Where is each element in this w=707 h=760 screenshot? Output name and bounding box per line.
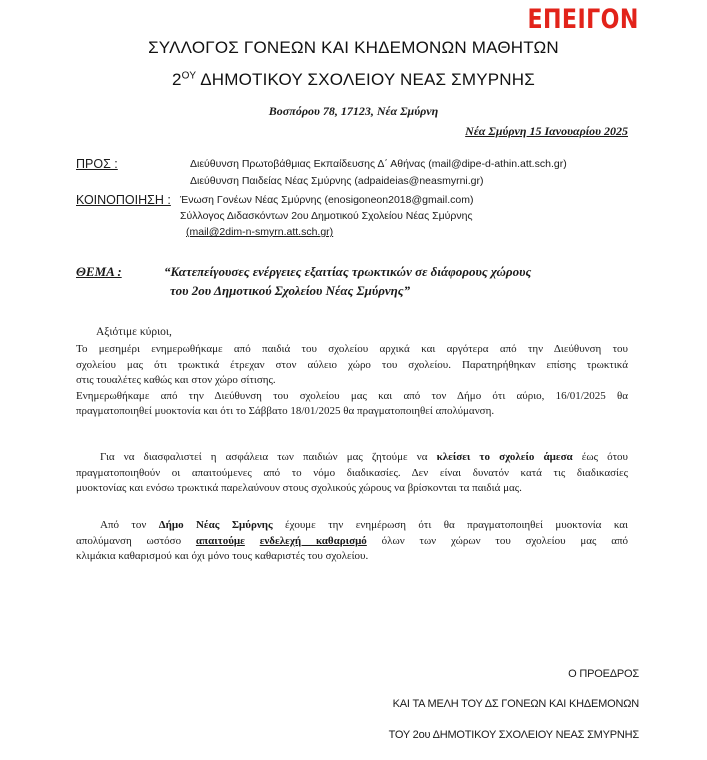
text-line — [76, 534, 628, 550]
text: Για να διασφαλιστεί η ασφάλεια των παιδιών μας ζητούμε να — [100, 451, 437, 463]
recipient-to: Διεύθυνση Παιδείας Νέας Σμύρνης (adpaideias@neasmyrni.gr) — [190, 175, 484, 187]
cc-label: ΚΟΙΝΟΠΟΙΗΣΗ : — [76, 193, 171, 207]
recipient-cc: Σύλλογος Διδασκόντων 2ου Δημοτικού Σχολείου Νέας Σμύρνης — [180, 210, 473, 222]
text-line — [76, 450, 628, 466]
text: απολύμανση ωστόσο — [76, 534, 196, 547]
paragraph-3 — [76, 450, 628, 497]
emphasis-text: ενδελεχή καθαρισμό — [259, 534, 367, 547]
text: έχουμε την ενημέρωση ότι θα πραγματοποιηθεί μυοκτονία και — [272, 519, 628, 531]
text-line: Ενημερωθήκαμε από την Διεύθυνση του σχολείου μας και από τον Δήμο ότι αύριο, 16/01/2025 θα — [76, 389, 628, 402]
subject-label: ΘΕΜΑ : — [76, 264, 122, 279]
emphasis-text: Δήμο Νέας Σμύρνης — [158, 519, 273, 531]
text-line — [76, 518, 628, 534]
school-title-number: 2 — [172, 70, 182, 89]
signature-line: ΤΟΥ 2ου ΔΗΜΟΤΙΚΟΥ ΣΧΟΛΕΙΟΥ ΝΕΑΣ ΣΜΥΡΝΗΣ — [388, 729, 639, 741]
text: όλων των χώρων του σχολείου μας από — [366, 534, 629, 547]
recipient-cc-email: (mail@2dim-n-smyrn.att.sch.gr) — [186, 226, 334, 238]
school-title-sup: ΟΥ — [181, 70, 197, 82]
signature-title: Ο ΠΡΟΕΔΡΟΣ — [568, 668, 639, 680]
school-title — [0, 70, 707, 90]
text-line: μυοκτονίας και ενόσω τρωκτικά παρελαύνουν στους σχολικούς χώρους να βρίσκονται τα παιδιά μας. — [76, 482, 522, 494]
school-title-rest: ΔΗΜΟΤΙΚΟΥ ΣΧΟΛΕΙΟΥ ΝΕΑΣ ΣΜΥΡΝΗΣ — [196, 70, 535, 89]
text-line: πραγματοποιηθεί μυοκτονία και ότι το Σάββατο 18/01/2025 θα πραγματοποιηθεί απολύμανση. — [76, 405, 495, 417]
paragraph-1 — [76, 342, 628, 420]
recipient-cc: Ένωση Γονέων Νέας Σμύρνης (enosigoneon2018@gmail.com) — [180, 194, 474, 206]
subject-line: του 2ου Δημοτικού Σχολείου Νέας Σμύρνης” — [170, 283, 411, 298]
text-line: σχολείου μας ότι τρωκτικά έτρεχαν στον αύλειο χώρο του σχολείου. Παρατηρήθηκαν επίσης τρωκτικά — [76, 358, 628, 371]
salutation: Αξιότιμε κύριοι, — [96, 326, 172, 338]
text-line: Το μεσημέρι ενημερωθήκαμε από παιδιά του σχολείου αρχικά και αργότερα από την Διεύθυνση του — [76, 343, 628, 355]
text-line: κλιμάκια καθαρισμού και όχι μόνο τους καθαριστές του σχολείου. — [76, 550, 369, 562]
emphasis-text: απαιτούμε — [195, 534, 245, 547]
emphasis-text: κλείσει το σχολείο άμεσα — [436, 451, 573, 463]
text: Από τον — [100, 519, 159, 531]
to-label: ΠΡΟΣ : — [76, 157, 118, 171]
text: έως ότου — [572, 451, 628, 463]
date-line: Νέα Σμύρνη 15 Ιανουαρίου 2025 — [465, 124, 628, 138]
signature-line: ΚΑΙ ΤΑ ΜΕΛΗ ΤΟΥ ΔΣ ΓΟΝΕΩΝ ΚΑΙ ΚΗΔΕΜΟΝΩΝ — [392, 698, 639, 710]
subject-line: “Κατεπείγουσες ενέργειες εξαιτίας τρωκτικών σε διάφορους χώρους — [164, 264, 532, 279]
text-line: στις τουαλέτες καθώς και στον χώρο σίτισης. — [76, 374, 276, 386]
address: Βοσπόρου 78, 17123, Νέα Σμύρνη — [268, 104, 439, 118]
urgent-stamp: ΕΠΕΙΓΟΝ — [527, 4, 639, 35]
text — [245, 535, 260, 547]
paragraph-4 — [76, 518, 628, 565]
text-line: πραγματοποιηθούν οι απαιτούμενες από το νόμο διαδικασίες. Δεν είναι δυνατόν κατά τις διαδικασίες — [76, 466, 628, 479]
recipient-to: Διεύθυνση Πρωτοβάθμιας Εκπαίδευσης Δ΄ Αθήνας (mail@dipe-d-athin.att.sch.gr) — [190, 158, 567, 170]
association-title: ΣΥΛΛΟΓΟΣ ΓΟΝΕΩΝ ΚΑΙ ΚΗΔΕΜΟΝΩΝ ΜΑΘΗΤΩΝ — [148, 38, 559, 57]
